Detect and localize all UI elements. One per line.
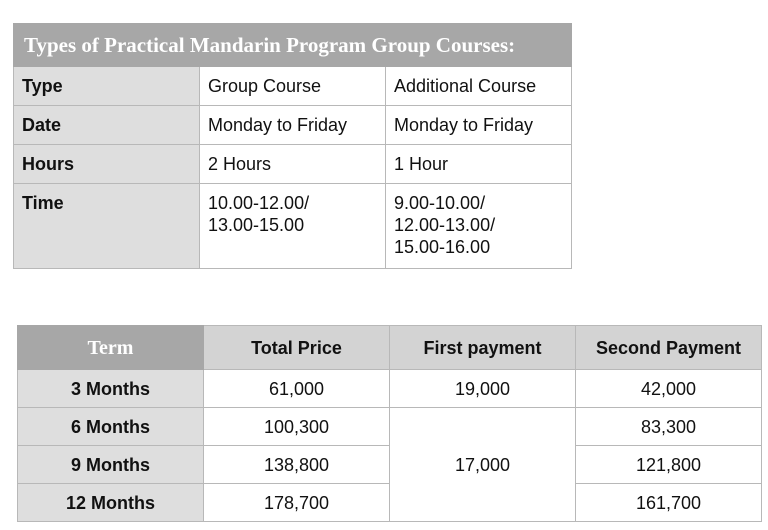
second-payment-cell: 83,300 — [576, 408, 762, 446]
table-row — [18, 370, 762, 408]
time-line: 12.00-13.00/ — [394, 215, 496, 235]
pricing-header-row — [18, 326, 762, 370]
row-label-time: Time — [14, 184, 200, 269]
second-payment-cell: 161,700 — [576, 484, 762, 522]
pricing-table — [17, 325, 762, 522]
first-payment-header: First payment — [390, 326, 576, 370]
second-payment-cell: 42,000 — [576, 370, 762, 408]
total-price-cell: 178,700 — [204, 484, 390, 522]
row-label-hours: Hours — [14, 145, 200, 184]
row-label-date: Date — [14, 106, 200, 145]
table-row — [14, 145, 572, 184]
table-row — [14, 67, 572, 106]
table-row — [14, 106, 572, 145]
course-types-table — [13, 23, 572, 269]
first-payment-cell: 19,000 — [390, 370, 576, 408]
term-cell: 9 Months — [18, 446, 204, 484]
additional-course-time — [386, 184, 572, 269]
total-price-cell: 138,800 — [204, 446, 390, 484]
additional-course-hours: 1 Hour — [386, 145, 572, 184]
additional-course-type: Additional Course — [386, 67, 572, 106]
total-price-cell: 100,300 — [204, 408, 390, 446]
total-price-cell: 61,000 — [204, 370, 390, 408]
total-price-header: Total Price — [204, 326, 390, 370]
group-course-time — [200, 184, 386, 269]
term-cell: 3 Months — [18, 370, 204, 408]
term-cell: 12 Months — [18, 484, 204, 522]
group-course-type: Group Course — [200, 67, 386, 106]
shared-first-payment-cell: 17,000 — [390, 408, 576, 522]
course-types-title: Types of Practical Mandarin Program Group Courses: — [14, 24, 572, 67]
table-row — [18, 408, 762, 446]
table-row — [14, 184, 572, 269]
group-course-hours: 2 Hours — [200, 145, 386, 184]
additional-course-date: Monday to Friday — [386, 106, 572, 145]
time-line: 15.00-16.00 — [394, 237, 491, 257]
time-line: 13.00-15.00 — [208, 215, 305, 235]
second-payment-cell: 121,800 — [576, 446, 762, 484]
term-cell: 6 Months — [18, 408, 204, 446]
time-line: 10.00-12.00/ — [208, 193, 310, 213]
group-course-date: Monday to Friday — [200, 106, 386, 145]
second-payment-header: Second Payment — [576, 326, 762, 370]
term-header: Term — [18, 326, 204, 370]
time-line: 9.00-10.00/ — [394, 193, 486, 213]
row-label-type: Type — [14, 67, 200, 106]
